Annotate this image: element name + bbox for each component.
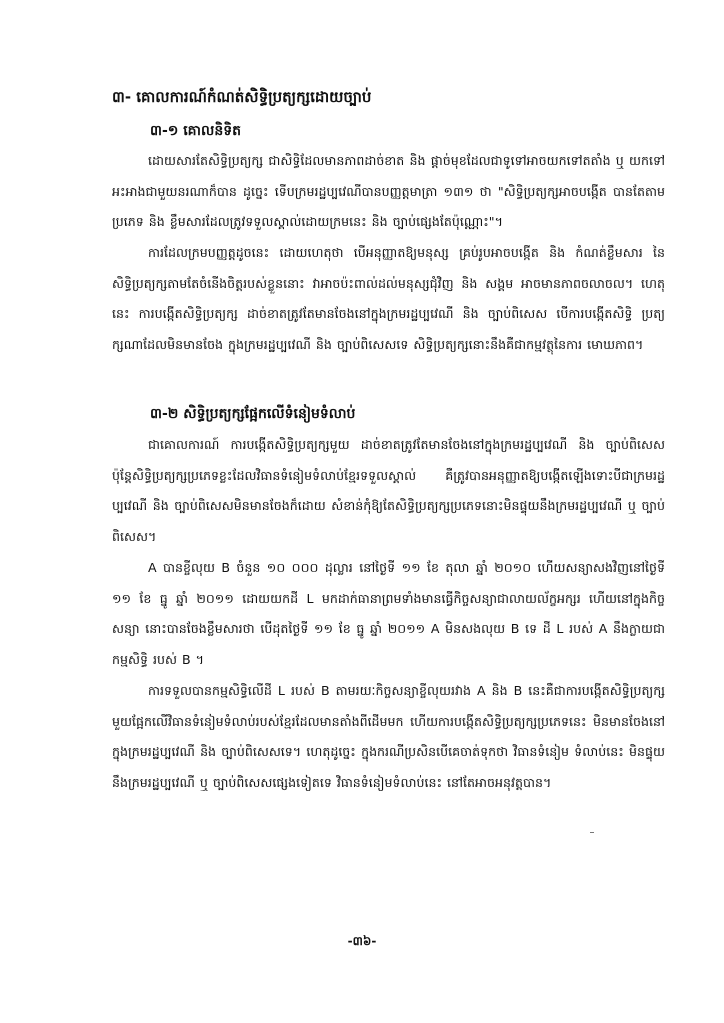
paragraph-3-2-b: A បានខ្ចីលុយ B ចំនួន ១០ ០០០ ដុល្លារ នៅថ្ងៃទី ១១ ខែ តុលា ឆ្នាំ ២០១០ ហើយសន្យាសងវិញនៅថ្ងៃទី ១១ ខែ ធ្នូ ឆ្នាំ ២០១១ ដោយយកដី L មកដាក់ធានាព្រមទាំងមានធ្វើកិច្ចសន្យាជាលាយល័ក្ខអក្សរ ហើយនៅក្នុងកិច្ចសន្យា នោះបានចែងខ្លឹមសារថា បើដុតថ្ងៃទី ១១ ខែ ធ្នូ ឆ្នាំ ២០១១ A មិនសងលុយ B ទេ ដី L របស់ A នឹងក្លាយជាកម្មសិទ្ធិ របស់ B ។	[112, 560, 665, 667]
subsection-heading-3-2: ៣-២ សិទ្ធិប្រត្យក្សផ្អែកលើទំនៀមទំលាប់	[150, 406, 356, 422]
paragraph-3-2-a: ជាគោលការណ៍ ការបង្កើតសិទ្ធិប្រត្យក្សមួយ ដាច់ខាតត្រូវតែមានចែងនៅក្នុងក្រមរដ្ឋប្បវេណី និង ច្បាប់ពិសេស ប៉ុន្តែសិទ្ធិប្រត្យក្សប្រភេទខ្លះដែលវិធានទំនៀមទំលាប់ខ្មែរទទួលស្គាល់ គឺត្រូវបានអនុញ្ញាតឱ្យបង្កើតឡើងទោះបីជាក្រមរដ្ឋ ប្បវេណី និង ច្បាប់ពិសេសមិនមានចែងក៏ដោយ សំខាន់កុំឱ្យតែសិទ្ធិប្រត្យក្សប្រភេទនោះមិនផ្ទុយនឹងក្រមរដ្ឋប្បវេណី ឬ ច្បាប់ពិសេស។	[112, 437, 665, 544]
subsection-heading-3-1: ៣-១ គោលនិទិត	[150, 123, 242, 139]
stray-mark	[590, 832, 594, 833]
paragraph-3-1-b: ការដែលក្រមបញ្ញត្តដូចនេះ ដោយហេតុថា បើអនុញ្ញាតឱ្យមនុស្ស គ្រប់រូបអាចបង្កើត និង កំណត់ខ្លឹមសារ នៃសិទ្ធិប្រត្យក្សតាមតែចំនើងចិត្តរបស់ខ្លួននោះ វាអាចប៉ះពាល់ដល់មនុស្សជុំវិញ និង សង្គម អាចមានភាពចលាចល។ ហេតុនេះ ការបង្កើតសិទ្ធិប្រត្យក្ស ដាច់ខាតត្រូវតែមានចែងនៅក្នុងក្រមរដ្ឋប្បវេណី និង ច្បាប់ពិសេស បើការបង្កើតសិទ្ធិ ប្រត្យក្សណាដែលមិនមានចែង ក្នុងក្រមរដ្ឋប្បវេណី និង ច្បាប់ពិសេសទេ សិទ្ធិប្រត្យក្សនោះនឹងគឺជាកម្មវត្ថុនៃការ មោឃភាព។	[112, 245, 665, 352]
paragraph-3-2-c: ការទទួលបានកម្មសិទ្ធិលើដី L របស់ B តាមរយៈកិច្ចសន្យាខ្ចីលុយរវាង A និង B នេះគឺជាការបង្កើតសិទ្ធិប្រត្យក្សមួយផ្អែកលើវិធានទំនៀមទំលាប់របស់ខ្មែរដែលមានតាំងពីដើមមក ហើយការបង្កើតសិទ្ធិប្រត្យក្សប្រភេទនេះ មិនមានចែងនៅក្នុងក្រមរដ្ឋប្បវេណី និង ច្បាប់ពិសេសទេ។ ហេតុដូច្នេះ ក្នុងករណីប្រសិនបើគេចាត់ទុកថា វិធានទំនៀម ទំលាប់នេះ មិនផ្ទុយនឹងក្រមរដ្ឋប្បវេណី ឬ ច្បាប់ពិសេសផ្សេងទៀតទេ វិធានទំនៀមទំលាប់នេះ នៅតែអាចអនុវត្តបាន។	[112, 683, 665, 790]
paragraph-3-1-a: ដោយសារតែសិទ្ធិប្រត្យក្ស ជាសិទ្ធិដែលមានភាពដាច់ខាត និង ផ្តាច់មុខដែលជាទូទៅអាចយកទៅតតាំង ឬ យកទៅអះអាងជាមួយនរណាក៏បាន ដូច្នេះ ទើបក្រមរដ្ឋប្បវេណីបានបញ្ញត្តមាត្រា ១៣១ ថា "សិទ្ធិប្រត្យក្សអាចបង្កើត បានតែតាម ប្រភេទ និង ខ្លឹមសារដែលត្រូវទទួលស្គាល់ដោយក្រមនេះ និង ច្បាប់ផ្សេងតែប៉ុណ្ណោះ"។	[112, 153, 665, 229]
page-number: -៣៦-	[347, 934, 377, 948]
section-heading: ៣- គោលការណ៍កំណត់សិទ្ធិប្រត្យក្សដោយច្បាប់	[112, 88, 372, 106]
